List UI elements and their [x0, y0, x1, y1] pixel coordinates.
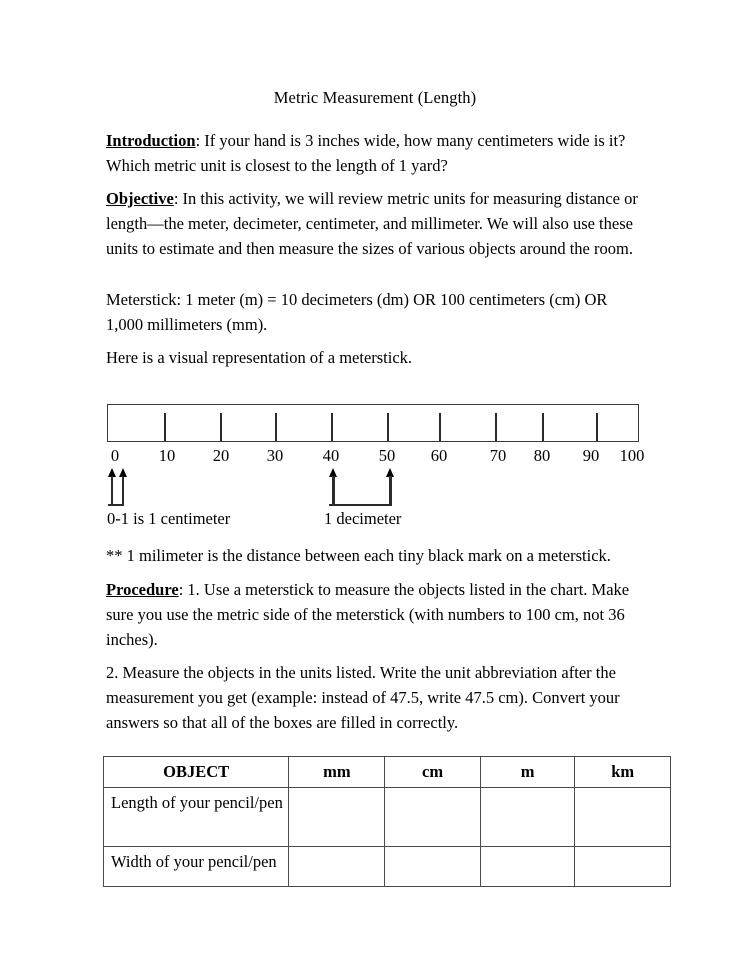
paragraph-introduction — [106, 128, 646, 178]
table-row — [104, 788, 671, 847]
procedure-body: : 1. Use a meterstick to measure the objects listed in the chart. Make sure you use the metric side of the meterstick (with numbers to 100 cm, not 36 inches). — [106, 580, 630, 649]
decimeter-caption: 1 decimeter — [324, 509, 402, 528]
column-header-km: km — [575, 757, 671, 788]
table-header-row — [104, 757, 671, 788]
meterstick-tick — [495, 413, 497, 441]
bracket-base — [329, 504, 392, 506]
meterstick-label: 30 — [266, 446, 284, 465]
meterstick-label: 100 — [619, 446, 645, 465]
meterstick-label: 50 — [378, 446, 396, 465]
cell-mm-entry[interactable] — [289, 847, 385, 887]
meterstick-label: 40 — [322, 446, 340, 465]
paragraph-millimeter-note: ** 1 milimeter is the distance between each tiny black mark on a meterstick. — [106, 546, 611, 565]
column-header-m: m — [480, 757, 575, 788]
meterstick-diagram — [107, 404, 645, 529]
column-header-cm: cm — [385, 757, 480, 788]
table-row — [104, 847, 671, 887]
cell-m-entry[interactable] — [480, 788, 575, 847]
meterstick-label: 70 — [489, 446, 507, 465]
bracket-stem — [389, 476, 391, 506]
meterstick-label: 10 — [158, 446, 176, 465]
paragraph-visual-intro: Here is a visual representation of a meterstick. — [106, 348, 413, 367]
meterstick-tick — [331, 413, 333, 441]
meterstick-tick — [596, 413, 598, 441]
cell-cm-entry[interactable] — [385, 788, 480, 847]
cell-km-entry[interactable] — [575, 847, 671, 887]
cell-object-name: Width of your pencil/pen — [104, 847, 289, 887]
meterstick-tick — [439, 413, 441, 441]
cell-mm-entry[interactable] — [289, 788, 385, 847]
introduction-body: : If your hand is 3 inches wide, how many centimeters wide is it? Which metric unit is closest to the length of 1 yard? — [106, 131, 626, 175]
page-title: Metric Measurement (Length) — [273, 88, 477, 107]
meterstick-label: 80 — [533, 446, 551, 465]
introduction-heading: Introduction — [106, 131, 196, 150]
objective-heading: Objective — [106, 189, 174, 208]
meterstick-tick — [275, 413, 277, 441]
paragraph-step-two: 2. Measure the objects in the units listed. Write the unit abbreviation after the measurement you get (example: instead of 47.5, write 47.5 cm). Convert your answers so that all of the boxes are filled in correctly. — [106, 663, 620, 732]
objective-body: : In this activity, we will review metric units for measuring distance or length—the meter, decimeter, centimeter, and millimeter. We will also use these units to estimate and then measure the sizes of various objects around the room. — [106, 189, 638, 258]
centimeter-caption: 0-1 is 1 centimeter — [107, 509, 231, 528]
centimeter-bracket — [108, 468, 124, 506]
bracket-stem — [111, 476, 113, 506]
meterstick-label: 60 — [430, 446, 448, 465]
cell-m-entry[interactable] — [480, 847, 575, 887]
decimeter-bracket — [329, 468, 391, 506]
meterstick-label: 90 — [582, 446, 600, 465]
bracket-stem — [332, 476, 334, 506]
cell-km-entry[interactable] — [575, 788, 671, 847]
meterstick-tick — [542, 413, 544, 441]
meterstick-body — [107, 404, 639, 442]
bracket-stem — [122, 476, 124, 506]
cell-object-name: Length of your pencil/pen — [104, 788, 289, 847]
measurement-table — [103, 756, 671, 887]
meterstick-tick — [164, 413, 166, 441]
bracket-base — [108, 504, 124, 506]
cell-cm-entry[interactable] — [385, 847, 480, 887]
column-header-mm: mm — [289, 757, 385, 788]
table-body — [104, 788, 671, 887]
column-header-object: OBJECT — [104, 757, 289, 788]
meterstick-label: 20 — [212, 446, 230, 465]
paragraph-procedure — [106, 577, 646, 652]
meterstick-tick — [387, 413, 389, 441]
paragraph-objective — [106, 186, 646, 261]
table-header — [104, 757, 671, 788]
procedure-heading: Procedure — [106, 580, 179, 599]
paragraph-meterstick-conversions: Meterstick: 1 meter (m) = 10 decimeters (dm) OR 100 centimeters (cm) OR 1,000 millimeters (mm). — [106, 290, 608, 334]
meterstick-label: 0 — [110, 446, 120, 465]
meterstick-label-group — [107, 446, 645, 468]
meterstick-tick — [220, 413, 222, 441]
